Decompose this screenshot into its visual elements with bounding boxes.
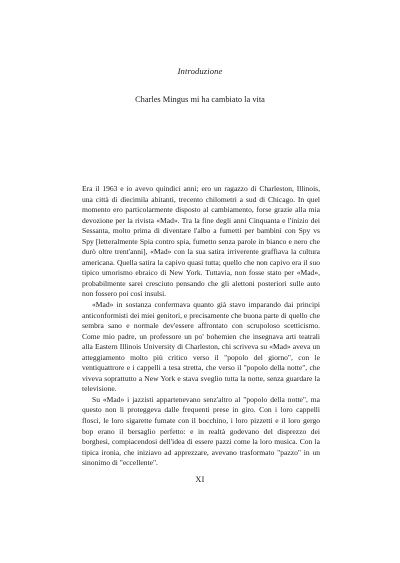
section-title: Introduzione xyxy=(177,66,223,76)
paragraph: «Mad» in sostanza confermava quanto già stavo imparando dai principi anticonformisti dei miei genitori, e precisamente che buona parte di quello che sembra sano e normale dev'essere affrontato con scrupoloso scetticismo. Come mio padre, un professore un po' bohemien che insegnava arti teatrali alla Eastern Illinois University di Charleston, chi scriveva su «Mad» aveva un atteggiamento molto più critico verso il "popolo del giorno", con le ventiquattrore e i cappelli a tesa stretta, che verso il "popolo della notte", che viveva soprattutto a New York e stava sveglio tutta la notte, senza guardare la televisione. xyxy=(82,300,320,394)
paragraph: Su «Mad» i jazzisti appartenevano senz'altro al "popolo della notte", ma questo non li proteggeva dalle frequenti prese in giro. Con i loro cappelli flosci, le loro sigarette fumate con il bocchino, i loro pizzetti e il loro gergo bop erano il bersaglio perfetto: e in realtà godevano del disprezzo dei borghesi, compiacendosi dell'idea di essere pazzi come la loro musica. Con la tipica ironia, che iniziavo ad apprezzare, avevano trasformato "pazzo" in un sinonimo di "eccellente". xyxy=(82,394,320,468)
section-subtitle: Charles Mingus mi ha cambiato la vita xyxy=(135,95,265,104)
paragraph: Era il 1963 e io avevo quindici anni; ero un ragazzo di Charleston, Illinois, una città di diecimila abitanti, trecento chilometri a sud di Chicago. In quel momento ero particolarmente disposto al cambiamento, forse grazie alla mia devozione per la rivista «Mad». Tra la fine degli anni Cinquanta e l'inizio dei Sessanta, molto prima di diventare l'albo a fumetti per bambini con Spy vs Spy [letteralmente Spia contro spia, fumetto senza parole in bianco e nero che durò oltre trent'anni], «Mad» con la sua satira irriverente graffiava la cultura americana. Quella satira la capivo quasi tutta; quello che non capivo era il suo tipico umorismo ebraico di New York. Tuttavia, non fosse stato per «Mad», probabilmente sarei cresciuto pensando che gli alettoni posteriori sulle auto non fossero poi così insulsi. xyxy=(82,184,320,299)
page-number: XI xyxy=(195,475,205,484)
body-text xyxy=(82,184,320,469)
